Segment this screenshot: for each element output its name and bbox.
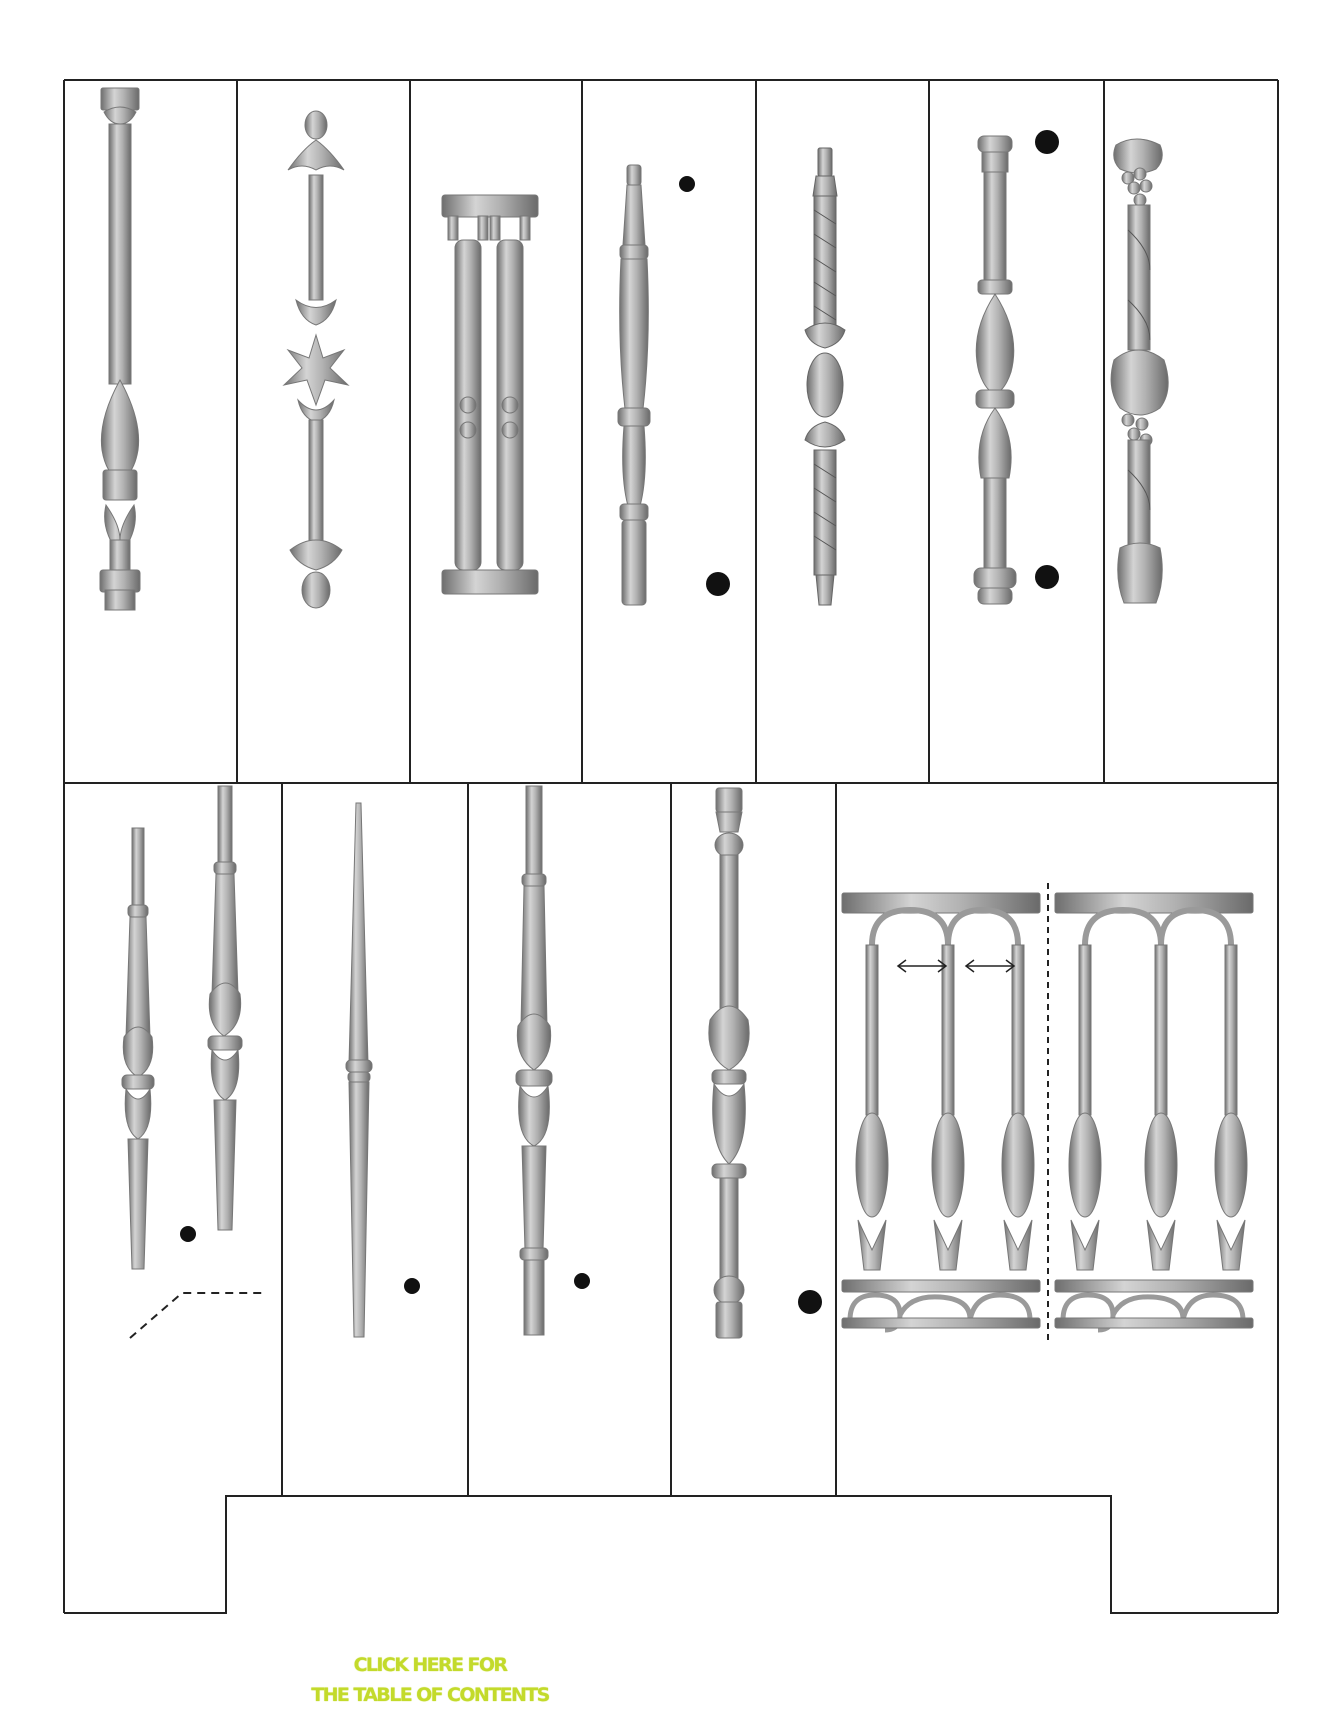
baluster-ornate-urn-icon[interactable]	[100, 88, 140, 610]
baluster-leaf-urn-icon[interactable]	[974, 136, 1016, 604]
baluster-tulip-fluted-icon[interactable]	[709, 788, 749, 1338]
baluster-grape-vine-icon[interactable]	[1111, 139, 1168, 603]
baluster-star-flower-icon[interactable]	[284, 111, 348, 608]
spacing-arrows	[898, 960, 1014, 972]
catalog-grid	[64, 80, 1278, 1613]
table-of-contents-link[interactable]	[230, 1650, 630, 1710]
baluster-plain-turned-icon[interactable]	[618, 165, 650, 605]
double-baluster-panel-icon[interactable]	[442, 195, 538, 594]
baluster-pair-tulip-icon[interactable]	[122, 786, 242, 1269]
railing-panel-scroll-icon[interactable]	[842, 893, 1253, 1330]
toc-link-line1: CLICK HERE FOR	[353, 1654, 507, 1676]
baluster-tapered-spike-icon[interactable]	[346, 803, 372, 1337]
dashed-guide-line	[130, 1293, 264, 1338]
baluster-tulip-tapered-icon[interactable]	[516, 786, 552, 1335]
toc-link-line2: THE TABLE OF CONTENTS	[311, 1684, 549, 1706]
baluster-twisted-icon[interactable]	[805, 148, 845, 605]
